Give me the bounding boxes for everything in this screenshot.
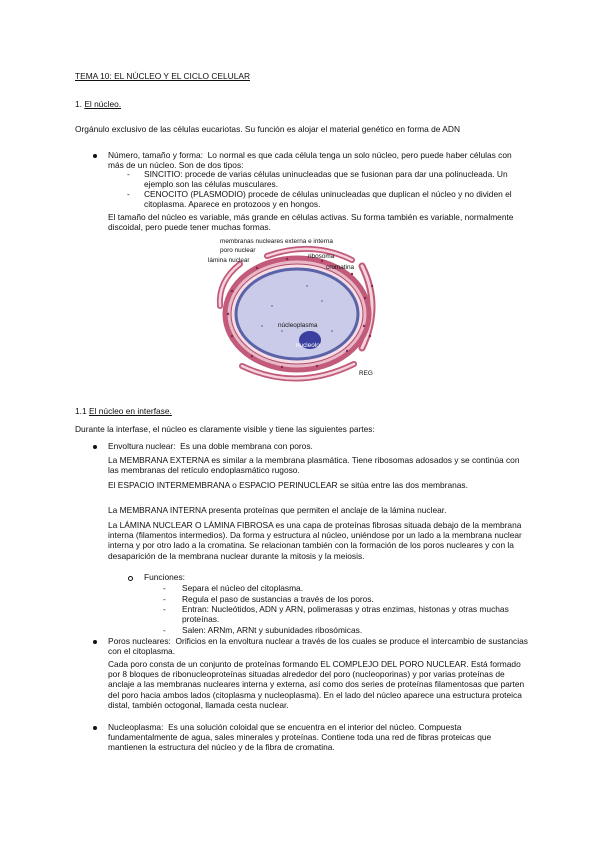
label-nucleoplasma: núcleoplasma [278,322,318,329]
membrana-interna-paragraph: La MEMBRANA INTERNA presenta proteínas que permiten el anclaje de la lámina nuclear. [108,505,447,515]
funcion-item: Regula el paso de sustancias a través de los poros. [182,594,374,604]
section-1-1-intro: Durante la interfase, el núcleo es claramente visible y tiene las siguientes partes: [75,424,375,434]
section-1-1-heading [75,406,172,416]
bullet-numero-tamano-forma [108,150,528,170]
sub-item-sincitio: SINCITIO: procede de varias células uninucleadas que se fusionan para dar una polinucleada. Un ejemplo son las células musculares. [144,169,508,190]
bullet-dot [93,154,97,158]
section-1-heading [75,99,121,109]
bullet-label: Nucleoplasma: [108,722,164,732]
bullet-dot [93,726,97,730]
bullet-nucleoplasma [108,722,528,753]
membrana-externa-paragraph: La MEMBRANA EXTERNA es similar a la membrana plasmática. Tiene ribosomas adosados y se continúa con las membranas del retículo endoplasmático rugoso. [108,455,520,476]
dash-marker: - [163,583,166,593]
funcion-item: Separa el núcleo del citoplasma. [182,583,304,593]
nucleus-figure [208,236,382,389]
label-reg: REG [359,370,373,377]
dash-marker: - [163,625,166,635]
bullet-text: Lo normal es que cada célula tenga un solo núcleo, pero puede haber células con más de un núcleo. Son de dos tipos: [108,150,512,171]
dash-marker: - [163,604,166,614]
bullet-text: Es una doble membrana con poros. [180,441,313,451]
section-1-1-number: 1.1 [75,406,89,416]
bullet-label: Poros nucleares: [108,636,171,646]
section-1-title: El núcleo. [84,99,122,109]
bullet-label: Envoltura nuclear: [108,441,176,451]
label-lamina: lámina nuclear [208,257,250,264]
bullet-text: Es una solución coloidal que se encuentra en el interior del núcleo. Compuesta fundamentalmente de agua, sales minerales y proteínas. Contiene toda una red de fibras proteicas que mantienen la estructura del núcleo y de la fibra de cromatina. [108,722,492,753]
label-membranas: membranas nucleares externa e interna [220,238,333,245]
label-ribosoma: ribosoma [308,253,335,260]
complejo-poro-paragraph: Cada poro consta de un conjunto de proteínas formando EL COMPLEJO DEL PORO NUCLEAR. Está formado por 8 bloques de ribonucleoproteínas situadas alrededor del poro (nucleoporinas) y por varias proteínas de anclaje a las membranas nucleares interna y externa, así como dos series de proteínas filamentosas que parten del poro hacia ambos lados (citoplasma y nucleoplasma). En el lado del núcleo aparece una estructura proteica distal, también octogonal, llamada cesta nuclear. [108,659,525,710]
sub-item-cenocito: CENOCITO (PLASMODIO) procede de células uninucleadas que duplican el núcleo y no dividen el citoplasma. Aparece en protozoos y en hongos. [144,189,512,210]
intro-paragraph: Orgánulo exclusivo de las células eucariotas. Su función es alojar el material genético en forma de ADN [75,124,460,134]
funciones-label: Funciones: [144,572,185,582]
label-cromatina: cromatina [326,264,355,271]
label-nucleolo: nucleolo [296,342,320,349]
size-shape-paragraph: El tamaño del núcleo es variable, más grande en células activas. Su forma también es variable, normalmente discoidal, pero puede tener muchas formas. [108,212,514,233]
dash-marker: - [127,189,130,199]
lamina-nuclear-paragraph: La LÁMINA NUCLEAR O LÁMINA FIBROSA es una capa de proteínas fibrosas situada debajo de la membrana interna (filamentos intermedios). Da forma y estructura al núcleo, uniéndose por un lado a la membrana nuclear interna y por otro lado a la cromatina. Se relacionan también con la formación de los poros nucleares y con la desaparición de la membrana nuclear durante la mitosis y la meiosis. [108,520,522,561]
bullet-dot [93,445,97,449]
bullet-label: Número, tamaño y forma: [108,150,203,160]
bullet-dot [93,640,97,644]
bullet-poros-nucleares [108,636,528,656]
dash-marker: - [127,169,130,179]
page-title: TEMA 10: EL NÚCLEO Y EL CICLO CELULAR [75,71,251,81]
label-poro: poro nuclear [220,247,256,254]
section-1-number: 1. [75,99,85,109]
bullet-text: Orificios en la envoltura nuclear a través de los cuales se produce el intercambio de sustancias con el citoplasma. [108,636,528,657]
funcion-item: Salen: ARNm, ARNt y subunidades ribosómicas. [182,625,363,635]
section-1-1-title: El núcleo en interfase. [88,406,172,416]
dash-marker: - [163,594,166,604]
bullet-envoltura-nuclear [108,441,528,451]
espacio-intermembrana-paragraph: El ESPACIO INTERMEMBRANA o ESPACIO PERINUCLEAR se sitúa entre las dos membranas. [108,480,468,490]
funcion-item: Entran: Nucleótidos, ADN y ARN, polimerasas y otras enzimas, histonas y otras muchas proteínas. [182,604,509,625]
circle-marker [128,576,133,581]
